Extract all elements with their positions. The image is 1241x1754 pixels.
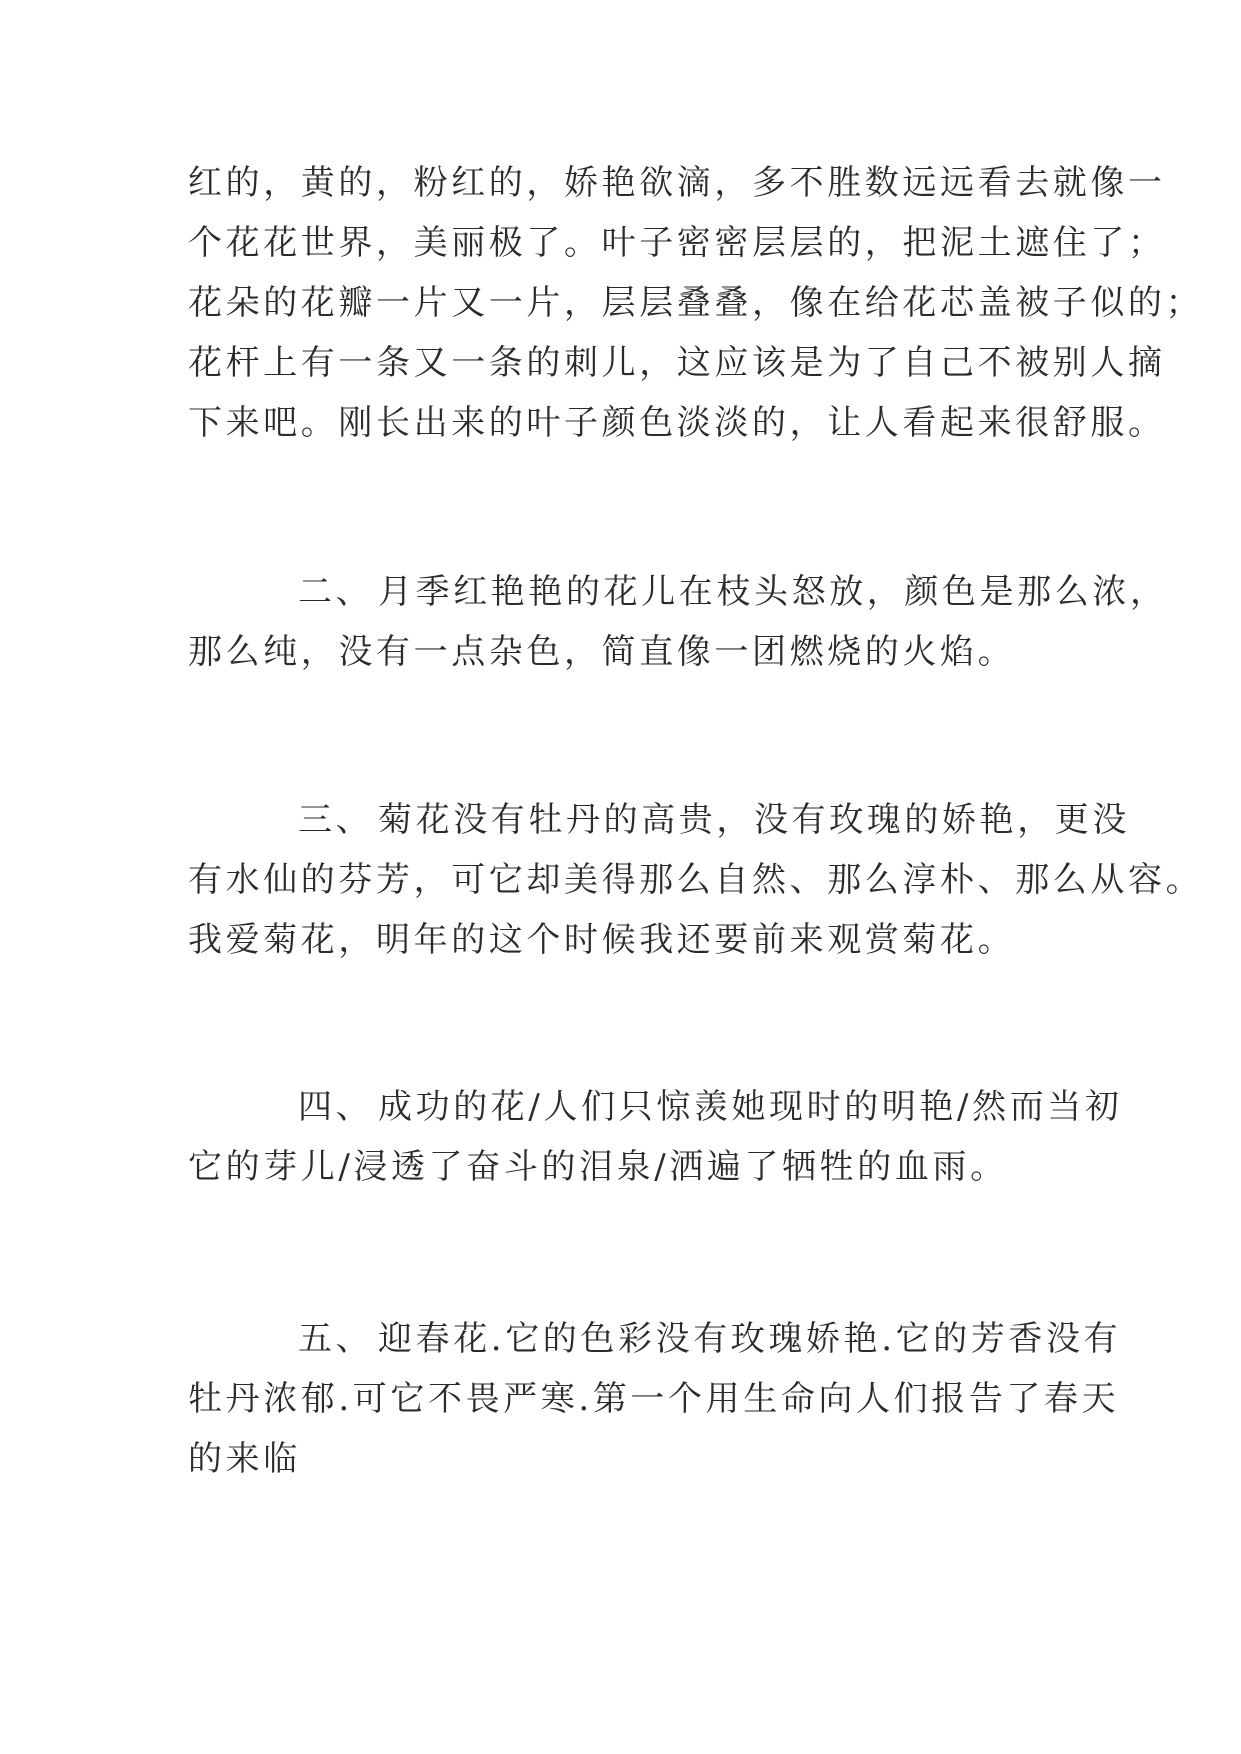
section-first-line <box>188 1077 1123 1137</box>
intro-paragraph <box>188 153 1204 453</box>
section-number: 二、 <box>298 572 374 612</box>
text-line: 迎春花.它的色彩没有玫瑰娇艳.它的芳香没有 <box>378 1319 1122 1359</box>
section-first-line <box>188 1309 1122 1369</box>
section-number: 三、 <box>298 800 374 840</box>
text-line: 个花花世界，美丽极了。叶子密密层层的，把泥土遮住了； <box>188 223 1166 263</box>
text-line: 有水仙的芬芳，可它却美得那么自然、那么淳朴、那么从容。 <box>188 860 1204 900</box>
section-number: 四、 <box>298 1087 374 1127</box>
section-three-paragraph <box>188 790 1204 970</box>
section-five-paragraph <box>188 1309 1122 1489</box>
text-line: 它的芽儿/浸透了奋斗的泪泉/洒遍了牺牲的血雨。 <box>188 1147 1008 1187</box>
section-four-paragraph <box>188 1077 1123 1197</box>
text-line: 红的，黄的，粉红的，娇艳欲滴，多不胜数远远看去就像一 <box>188 163 1166 203</box>
section-first-line <box>188 562 1168 622</box>
text-line: 牡丹浓郁.可它不畏严寒.第一个用生命向人们报告了春天 <box>188 1379 1120 1419</box>
section-first-line <box>188 790 1130 850</box>
text-line: 菊花没有牡丹的高贵，没有玫瑰的娇艳，更没 <box>378 800 1130 840</box>
section-number: 五、 <box>298 1319 374 1359</box>
text-line: 下来吧。刚长出来的叶子颜色淡淡的，让人看起来很舒服。 <box>188 403 1166 443</box>
text-line: 花杆上有一条又一条的刺儿，这应该是为了自己不被别人摘 <box>188 343 1166 383</box>
text-line: 那么纯，没有一点杂色，简直像一团燃烧的火焰。 <box>188 632 1016 672</box>
text-line: 我爱菊花，明年的这个时候我还要前来观赏菊花。 <box>188 920 1016 960</box>
section-two-paragraph <box>188 562 1168 682</box>
text-line: 的来临 <box>188 1439 301 1479</box>
text-line: 花朵的花瓣一片又一片，层层叠叠，像在给花芯盖被子似的； <box>188 283 1204 323</box>
text-line: 月季红艳艳的花儿在枝头怒放，颜色是那么浓， <box>378 572 1168 612</box>
text-line: 成功的花/人们只惊羡她现时的明艳/然而当初 <box>378 1087 1123 1127</box>
